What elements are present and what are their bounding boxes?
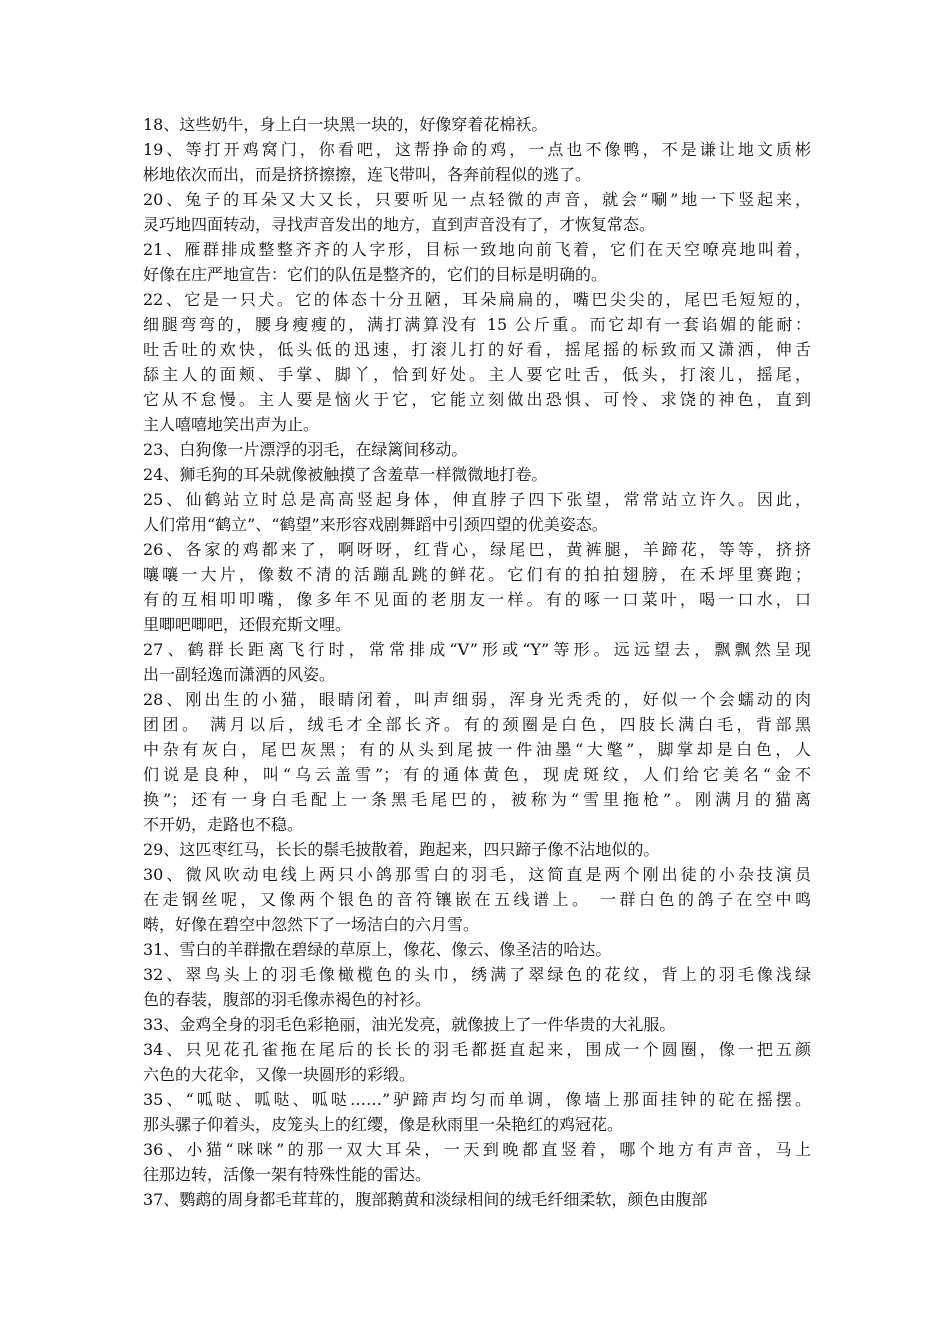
text-line: 25、仙鹤站立时总是高高竖起身体，伸直脖子四下张望，常常站立许久。因此， bbox=[143, 490, 811, 509]
text-line: 里唧吧唧吧，还假充斯文哩。 bbox=[143, 615, 352, 634]
paragraph bbox=[143, 137, 811, 187]
text-line: 36、小猫“咪咪”的那一双大耳朵，一天到晚都直竖着，哪个地方有声音，马上 bbox=[143, 1140, 811, 1159]
text-line: 那头骡子仰着头，皮笼头上的红缨，像是秋雨里一朵艳红的鸡冠花。 bbox=[143, 1115, 624, 1134]
text-line: 团团。 满月以后，绒毛才全部长齐。有的颈圈是白色，四肢长满白毛，背部黑 bbox=[143, 715, 811, 734]
text-line: 嚷嚷一大片，像数不清的活蹦乱跳的鲜花。它们有的拍拍翅膀，在禾坪里赛跑； bbox=[143, 565, 811, 584]
text-line: 27、鹤群长距离飞行时，常常排成“V”形或“Y”等形。远远望去，飘飘然呈现 bbox=[143, 640, 811, 659]
paragraph bbox=[143, 687, 811, 837]
text-line: 往那边转，活像一架有特殊性能的雷达。 bbox=[143, 1165, 432, 1184]
paragraph bbox=[143, 1037, 811, 1087]
paragraph bbox=[143, 287, 811, 437]
text-line: 吐舌吐的欢快，低头低的迅速，打滚儿打的好看，摇尾摇的标致而又潇洒，伸舌 bbox=[143, 340, 811, 359]
text-line: 中杂有灰白，尾巴灰黑；有的从头到尾披一件油墨“大氅”，脚掌却是白色，人 bbox=[143, 740, 811, 759]
paragraph bbox=[143, 837, 811, 862]
text-line: 好像在庄严地宣告：它们的队伍是整齐的，它们的目标是明确的。 bbox=[143, 265, 608, 284]
text-line: 六色的大花伞，又像一块圆形的彩缎。 bbox=[143, 1065, 416, 1084]
text-line: 29、这匹枣红马，长长的鬃毛披散着，跑起来，四只蹄子像不沾地似的。 bbox=[143, 840, 660, 859]
paragraph bbox=[143, 1187, 811, 1212]
text-line: 32、翠鸟头上的羽毛像橄榄色的头巾，绣满了翠绿色的花纹，背上的羽毛像浅绿 bbox=[143, 965, 811, 984]
document-body bbox=[143, 112, 811, 1212]
paragraph bbox=[143, 1087, 811, 1137]
paragraph bbox=[143, 637, 811, 687]
text-line: 28、刚出生的小猫，眼睛闭着，叫声细弱，浑身光秃秃的，好似一个会蠕动的肉 bbox=[143, 690, 811, 709]
text-line: 们说是良种，叫“乌云盖雪”；有的通体黄色，现虎斑纹，人们给它美名“金不 bbox=[143, 765, 811, 784]
text-line: 20、兔子的耳朵又大又长，只要听见一点轻微的声音，就会“唰”地一下竖起来， bbox=[143, 190, 811, 209]
text-line: 不开奶，走路也不稳。 bbox=[143, 815, 304, 834]
text-line: 35、“呱哒、呱哒、呱哒……”驴蹄声均匀而单调，像墙上那面挂钟的砣在摇摆。 bbox=[143, 1090, 811, 1109]
paragraph bbox=[143, 1137, 811, 1187]
text-line: 31、雪白的羊群撒在碧绿的草原上，像花、像云、像圣洁的哈达。 bbox=[143, 940, 612, 959]
text-line: 23、白狗像一片漂浮的羽毛，在绿篱间移动。 bbox=[143, 440, 468, 459]
paragraph bbox=[143, 237, 811, 287]
text-line: 色的春装，腹部的羽毛像赤褐色的衬衫。 bbox=[143, 990, 432, 1009]
text-line: 人们常用“鹤立”、“鹤望”来形容戏剧舞蹈中引颈四望的优美姿态。 bbox=[143, 515, 608, 534]
text-line: 24、狮毛狗的耳朵就像被触摸了含羞草一样微微地打卷。 bbox=[143, 465, 548, 484]
text-line: 30、微风吹动电线上两只小鸽那雪白的羽毛，这简直是两个刚出徒的小杂技演员 bbox=[143, 865, 811, 884]
paragraph bbox=[143, 487, 811, 537]
text-line: 灵巧地四面转动，寻找声音发出的地方，直到声音没有了，才恢复常态。 bbox=[143, 215, 656, 234]
text-line: 18、这些奶牛，身上白一块黑一块的，好像穿着花棉袄。 bbox=[143, 115, 548, 134]
paragraph bbox=[143, 862, 811, 937]
paragraph bbox=[143, 537, 811, 637]
text-line: 有的互相叩叩嘴，像多年不见面的老朋友一样。有的啄一口菜叶，喝一口水，口 bbox=[143, 590, 811, 609]
text-line: 它从不怠慢。主人要是恼火于它，它能立刻做出恐惧、可怜、求饶的神色，直到 bbox=[143, 390, 811, 409]
text-line: 彬地依次而出，而是挤挤擦擦，连飞带叫，各奔前程似的逃了。 bbox=[143, 165, 592, 184]
text-line: 舔主人的面颊、手掌、脚丫，恰到好处。主人要它吐舌，低头，打滚儿，摇尾， bbox=[143, 365, 811, 384]
text-line: 啭，好像在碧空中忽然下了一场洁白的六月雪。 bbox=[143, 915, 480, 934]
text-line: 出一副轻逸而潇洒的风姿。 bbox=[143, 665, 336, 684]
paragraph bbox=[143, 462, 811, 487]
text-line: 37、鹦鹉的周身都毛茸茸的，腹部鹅黄和淡绿相间的绒毛纤细柔软，颜色由腹部 bbox=[143, 1190, 708, 1209]
text-line: 26、各家的鸡都来了，啊呀呀，红背心，绿尾巴，黄裤腿，羊蹄花，等等，挤挤 bbox=[143, 540, 811, 559]
text-line: 34、只见花孔雀拖在尾后的长长的羽毛都挺直起来，围成一个圆圈，像一把五颜 bbox=[143, 1040, 811, 1059]
text-line: 22、它是一只犬。它的体态十分丑陋，耳朵扁扁的，嘴巴尖尖的，尾巴毛短短的， bbox=[143, 290, 811, 309]
text-line: 换”；还有一身白毛配上一条黑毛尾巴的，被称为“雪里拖枪”。刚满月的猫离 bbox=[143, 790, 811, 809]
paragraph bbox=[143, 1012, 811, 1037]
text-line: 细腿弯弯的，腰身瘦瘦的，满打满算没有 15 公斤重。而它却有一套谄媚的能耐： bbox=[143, 315, 811, 334]
paragraph bbox=[143, 962, 811, 1012]
text-line: 主人嘻嘻地笑出声为止。 bbox=[143, 415, 320, 434]
text-line: 19、等打开鸡窝门，你看吧，这帮挣命的鸡，一点也不像鸭，不是谦让地文质彬 bbox=[143, 140, 811, 159]
text-line: 在走钢丝呢，又像两个银色的音符镶嵌在五线谱上。 一群白色的鸽子在空中鸣 bbox=[143, 890, 811, 909]
text-line: 33、金鸡全身的羽毛色彩艳丽，油光发亮，就像披上了一件华贵的大礼服。 bbox=[143, 1015, 676, 1034]
paragraph bbox=[143, 112, 811, 137]
paragraph bbox=[143, 187, 811, 237]
text-line: 21、雁群排成整整齐齐的人字形，目标一致地向前飞着，它们在天空嘹亮地叫着， bbox=[143, 240, 811, 259]
paragraph bbox=[143, 937, 811, 962]
paragraph bbox=[143, 437, 811, 462]
